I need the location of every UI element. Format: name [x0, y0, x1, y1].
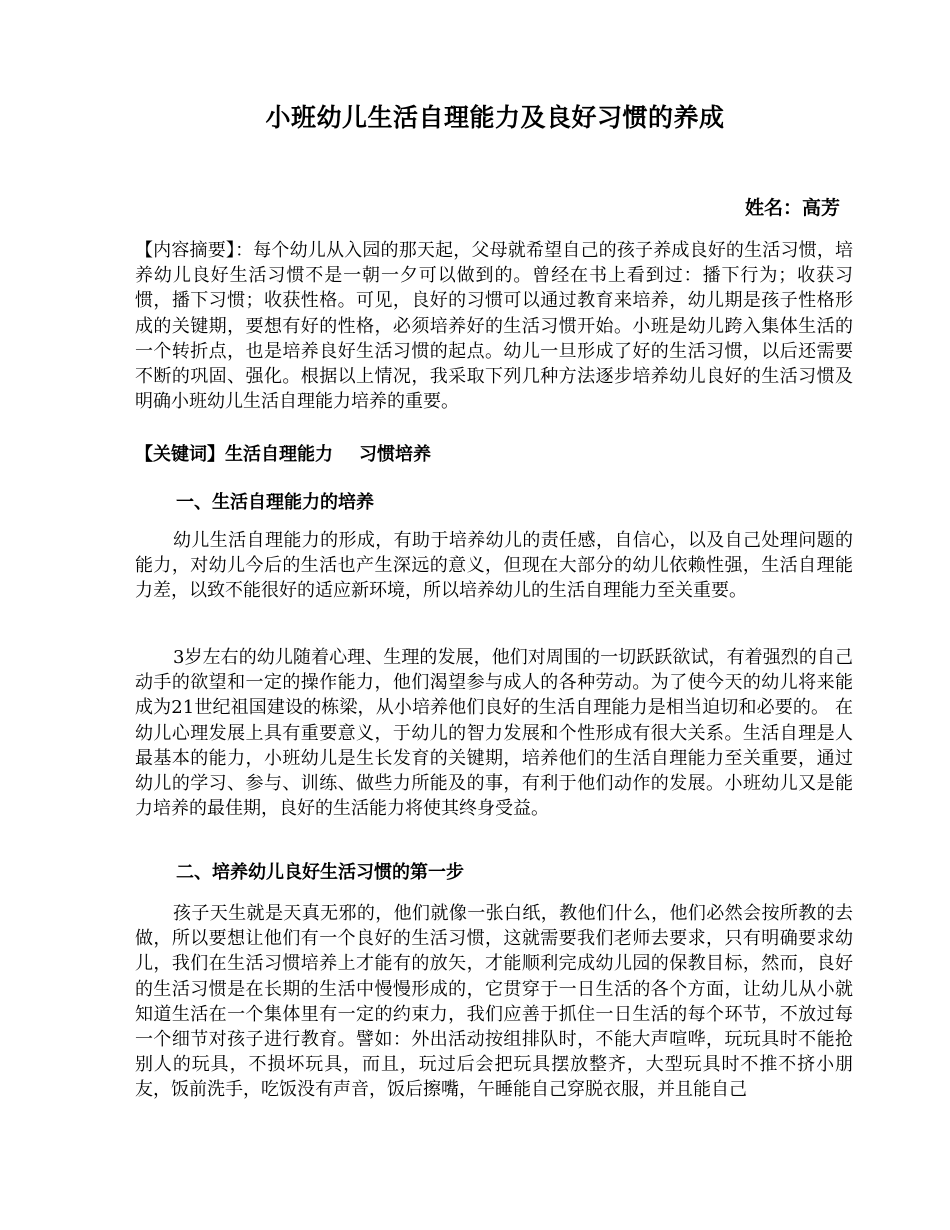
section-2-paragraph-1: 孩子天生就是天真无邪的，他们就像一张白纸，教他们什么，他们必然会按所教的去做，所以要想让他们有一个良好的生活习惯，这就需要我们老师去要求，只有明确要求幼儿，我们在生活习惯培养上才能有的放矢，才能顺利完成幼儿园的保教目标，然而，良好的生活习惯是在长期的生活中慢慢形成的，它贯穿于一日生活的各个方面，让幼儿从小就知道生活在一个集体里有一定的约束力，我们应善于抓住一日生活的每个环节，不放过每一个细节对孩子进行教育。譬如：外出活动按组排队时，不能大声喧哗，玩玩具时不能抢别人的玩具，不损坏玩具，而且，玩过后会把玩具摆放整齐，大型玩具时不推不挤小朋友，饭前洗手，吃饭没有声音，饭后擦嘴，午睡能自己穿脱衣服，并且能自己 [135, 903, 853, 1101]
section-2-heading: 二、培养幼儿良好生活习惯的第一步 [176, 862, 464, 883]
keyword-2: 习惯培养 [359, 444, 431, 465]
document-title: 小班幼儿生活自理能力及良好习惯的养成 [265, 103, 725, 132]
section-1-heading: 一、生活自理能力的培养 [176, 492, 374, 513]
abstract-paragraph [135, 238, 853, 414]
keyword-1: 生活自理能力 [225, 444, 333, 465]
section-1-paragraph-1: 幼儿生活自理能力的形成，有助于培养幼儿的责任感，自信心，以及自己处理问题的能力，对幼儿今后的生活也产生深远的意义，但现在大部分的幼儿依赖性强，生活自理能力差，以致不能很好的适应新环境，所以培养幼儿的生活自理能力至关重要。 [135, 530, 853, 602]
section-1-paragraph-2: 3岁左右的幼儿随着心理、生理的发展，他们对周围的一切跃跃欲试，有着强烈的自己动手的欲望和一定的操作能力，他们渴望参与成人的各种劳动。为了使今天的幼儿将来能成为21世纪祖国建设的栋梁，从小培养他们良好的生活自理能力是相当迫切和必要的。 在幼儿心理发展上具有重要意义，于幼儿的智力发展和个性形成有很大关系。生活自理是人最基本的能力，小班幼儿是生长发育的关键期，培养他们的生活自理能力至关重要，通过幼儿的学习、参与、训练、做些力所能及的事，有利于他们动作的发展。小班幼儿又是能力培养的最佳期，良好的生活能力将使其终身受益。 [135, 647, 853, 820]
keywords-line [135, 440, 853, 466]
keywords-label: 【关键词】 [135, 444, 225, 465]
author-line: 姓名：高芳 [744, 197, 840, 219]
abstract-label: 【内容摘要】 [135, 240, 236, 261]
abstract-text: ：每个幼儿从入园的那天起，父母就希望自己的孩子养成良好的生活习惯，培养幼儿良好生活习惯不是一朝一夕可以做到的。曾经在书上看到过：播下行为；收获习惯，播下习惯；收获性格。可见，良好的习惯可以通过教育来培养，幼儿期是孩子性格形成的关键期，要想有好的性格，必须培养好的生活习惯开始。小班是幼儿跨入集体生活的一个转折点，也是培养良好生活习惯的起点。幼儿一旦形成了好的生活习惯，以后还需要不断的巩固、强化。根据以上情况，我采取下列几种方法逐步培养幼儿良好的生活习惯及明确小班幼儿生活自理能力培养的重要。 [135, 240, 853, 413]
